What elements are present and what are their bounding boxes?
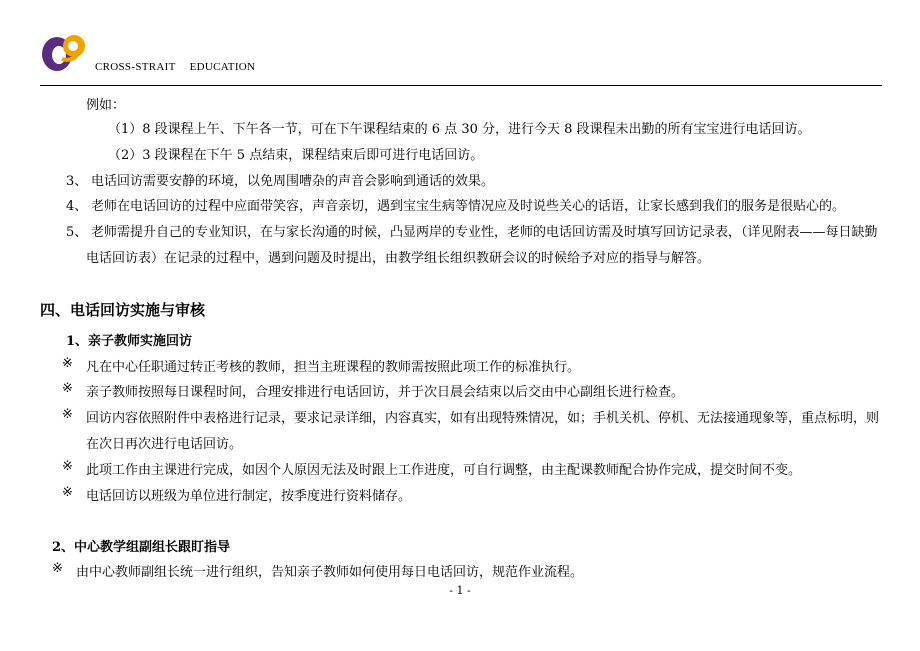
reference-mark: ※ bbox=[52, 561, 63, 576]
example-item-2: （2）3 段课程在下午 5 点结束，课程结束后即可进行电话回访。 bbox=[108, 148, 484, 163]
bullet-5-text: 电话回访以班级为单位进行制定，按季度进行资料储存。 bbox=[86, 489, 412, 504]
brand-right: EDUCATION bbox=[189, 61, 256, 73]
bullet-4-text: 此项工作由主课进行完成，如因个人原因无法及时跟上工作进度，可自行调整，由主配课教师配合协作完成，提交时间不变。 bbox=[86, 463, 802, 478]
reference-mark: ※ bbox=[62, 485, 73, 500]
bullet-1-text: 凡在中心任职通过转正考核的教师，担当主班课程的教师需按照此项工作的标准执行。 bbox=[86, 360, 581, 375]
cross-strait-logo bbox=[40, 32, 90, 74]
item-5-text-continued: 电话回访表）在记录的过程中，遇到问题及时提出，由教学组长组织教研会议的时候给予对应的指导与解答。 bbox=[86, 251, 711, 266]
bullet-3-text: 回访内容依照附件中表格进行记录，要求记录详细，内容真实，如有出现特殊情况，如；手机关机、停机、无法接通现象等，重点标明，则 bbox=[86, 411, 880, 426]
page-number: - 1 - bbox=[449, 584, 471, 597]
item-4-number: 4、 bbox=[66, 199, 88, 214]
item-4-text: 老师在电话回访的过程中应面带笑容，声音亲切，遇到宝宝生病等情况应及时说些关心的话语，让家长感到我们的服务是很贴心的。 bbox=[91, 199, 846, 214]
item-5-text: 老师需提升自己的专业知识，在与家长沟通的时候，凸显两岸的专业性，老师的电话回访需及时填写回访记录表，（详见附表——每日缺勤 bbox=[91, 225, 878, 240]
item-5-number: 5、 bbox=[66, 225, 88, 240]
reference-mark: ※ bbox=[62, 459, 73, 474]
section-title: 四、电话回访实施与审核 bbox=[40, 301, 206, 319]
subsection-1-title: 1、亲子教师实施回访 bbox=[66, 334, 193, 349]
reference-mark: ※ bbox=[62, 381, 73, 396]
bullet-2-text: 亲子教师按照每日课程时间，合理安排进行电话回访，并于次日晨会结束以后交由中心副组长进行检查。 bbox=[86, 385, 685, 400]
header-rule bbox=[40, 85, 882, 86]
brand-name bbox=[95, 61, 255, 73]
reference-mark: ※ bbox=[62, 407, 73, 422]
item-3-number: 3、 bbox=[66, 174, 88, 189]
example-item-1: （1）8 段课程上午、下午各一节，可在下午课程结束的 6 点 30 分，进行今天 8 段课程未出勤的所有宝宝进行电话回访。 bbox=[108, 122, 811, 137]
example-label: 例如： bbox=[86, 98, 126, 113]
item-3-text: 电话回访需要安静的环境，以免周围嘈杂的声音会影响到通话的效果。 bbox=[91, 174, 495, 189]
bullet-3-text-continued: 在次日再次进行电话回访。 bbox=[86, 437, 243, 452]
subsection-2-title: 2、中心教学组副组长跟盯指导 bbox=[52, 540, 231, 555]
subsection-2-bullet-text: 由中心教师副组长统一进行组织，告知亲子教师如何使用每日电话回访，规范作业流程。 bbox=[76, 565, 584, 580]
brand-left: CROSS-STRAIT bbox=[95, 61, 176, 73]
reference-mark: ※ bbox=[62, 356, 73, 371]
